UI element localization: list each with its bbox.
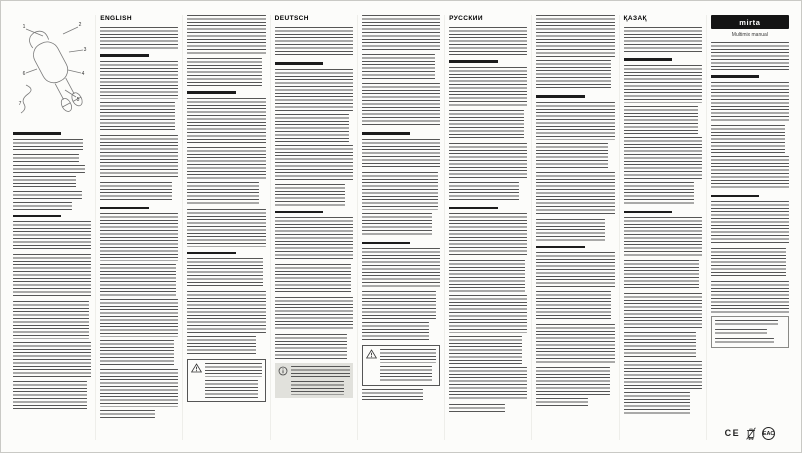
subheading-bar — [275, 211, 323, 214]
text-block — [13, 221, 91, 251]
text-block — [449, 143, 527, 179]
text-block — [624, 392, 690, 416]
section-header-english: ENGLISH — [100, 15, 132, 22]
text-block — [275, 69, 353, 111]
brand-logo: mirta — [711, 15, 789, 29]
callout-4: 4 — [81, 71, 85, 77]
text-block — [449, 110, 524, 140]
text-block — [13, 139, 83, 151]
subheading-bar — [13, 215, 61, 218]
subheading-bar — [711, 195, 759, 198]
text-block — [362, 172, 438, 210]
text-block — [187, 336, 256, 356]
text-block — [449, 295, 527, 333]
text-block — [536, 252, 614, 288]
text-block — [449, 27, 527, 55]
text-block — [715, 338, 774, 344]
subheading-bar — [13, 132, 61, 135]
column-english-2 — [182, 15, 269, 440]
subheading-bar — [100, 54, 148, 57]
text-block — [449, 260, 525, 292]
subheading-bar — [624, 58, 672, 61]
text-block — [536, 367, 610, 395]
column-russian-2 — [531, 15, 618, 440]
text-block — [536, 291, 611, 321]
info-icon — [278, 366, 288, 376]
text-block — [187, 15, 265, 55]
callout-5: 5 — [76, 97, 80, 103]
section-header-russian: РУССКИЙ — [449, 15, 483, 22]
text-block — [187, 258, 262, 288]
text-block — [13, 342, 91, 378]
subheading-bar — [536, 246, 584, 249]
section-header-deutsch: DEUTSCH — [274, 15, 309, 22]
text-block — [291, 381, 344, 395]
text-block — [715, 320, 778, 326]
text-block — [536, 324, 614, 364]
text-block — [362, 291, 436, 319]
text-block — [624, 65, 702, 103]
callout-1: 1 — [22, 24, 26, 30]
text-block — [275, 114, 349, 142]
text-block — [380, 349, 436, 363]
text-block — [100, 264, 176, 296]
text-block — [624, 182, 694, 206]
text-block — [13, 301, 89, 339]
text-block — [536, 15, 614, 57]
text-block — [187, 209, 265, 247]
text-block — [711, 156, 789, 190]
text-block — [275, 334, 348, 360]
text-block — [100, 410, 155, 418]
text-block — [13, 191, 82, 199]
text-block — [187, 58, 261, 86]
subheading-bar — [449, 207, 497, 210]
text-block — [362, 389, 423, 401]
text-block — [711, 201, 789, 245]
technical-data-box — [711, 316, 789, 348]
text-block — [100, 61, 178, 99]
note-text — [291, 366, 350, 395]
warning-note-box — [362, 345, 440, 386]
subheading-bar — [624, 211, 672, 214]
callout-7: 7 — [18, 101, 22, 107]
text-block — [362, 248, 440, 288]
text-block — [362, 139, 440, 169]
warning-icon — [191, 363, 202, 373]
text-block — [624, 106, 698, 134]
text-block — [624, 293, 702, 329]
text-block — [711, 82, 789, 122]
text-block — [449, 404, 505, 414]
text-block — [291, 366, 350, 378]
text-block — [100, 369, 178, 407]
text-block — [536, 60, 610, 90]
text-block — [100, 340, 174, 366]
column-russian-1 — [444, 15, 531, 440]
text-block — [624, 260, 699, 290]
text-block — [13, 254, 91, 298]
text-block — [13, 176, 76, 188]
certification-marks — [711, 425, 789, 440]
subheading-bar — [362, 242, 410, 245]
text-block — [275, 184, 345, 206]
text-block — [100, 135, 178, 179]
callout-2: 2 — [78, 22, 82, 28]
info-note-box — [275, 363, 353, 398]
text-block — [13, 202, 72, 210]
text-block — [449, 67, 527, 107]
text-block — [100, 299, 178, 337]
text-block — [100, 27, 178, 49]
warning-note-box — [187, 359, 265, 402]
text-block — [13, 154, 79, 162]
note-text — [380, 349, 436, 382]
text-block — [536, 398, 588, 408]
text-block — [13, 381, 87, 411]
column-kazakh-1 — [619, 15, 706, 440]
text-block — [362, 213, 432, 237]
text-block — [624, 27, 702, 53]
text-block — [362, 54, 436, 80]
text-block — [275, 264, 351, 294]
column-layout — [1, 1, 801, 452]
column-english-1 — [95, 15, 182, 440]
text-block — [624, 361, 702, 389]
text-block — [536, 219, 605, 241]
text-block — [362, 15, 440, 51]
text-block — [711, 248, 786, 278]
text-block — [380, 366, 432, 382]
subheading-bar — [187, 252, 235, 255]
column-kazakh-2 — [706, 15, 793, 440]
text-block — [205, 363, 261, 377]
text-block — [715, 329, 767, 335]
eac-mark: EAC — [762, 427, 775, 440]
text-block — [624, 217, 702, 257]
text-block — [362, 322, 429, 342]
column-german-2 — [357, 15, 444, 440]
callout-6: 6 — [22, 71, 26, 77]
text-block — [187, 98, 265, 144]
text-block — [536, 172, 614, 216]
text-block — [449, 213, 527, 257]
text-block — [449, 336, 522, 364]
subheading-bar — [362, 132, 410, 135]
text-block — [100, 213, 178, 261]
callout-3: 3 — [83, 47, 87, 53]
subheading-bar — [100, 207, 148, 210]
column-german-1 — [270, 15, 357, 440]
subheading-bar — [187, 91, 235, 94]
text-block — [275, 145, 353, 181]
ce-mark: CE — [724, 428, 741, 438]
note-text — [205, 363, 261, 398]
text-block — [187, 291, 265, 333]
text-block — [711, 42, 789, 70]
text-block — [187, 147, 265, 179]
text-block — [536, 143, 608, 169]
text-block — [205, 380, 257, 398]
text-block — [449, 182, 519, 202]
subheading-bar — [536, 95, 584, 98]
subheading-bar — [449, 60, 497, 63]
text-block — [624, 137, 702, 179]
subheading-bar — [275, 62, 323, 65]
section-header-kazakh: ҚАЗАҚ — [623, 15, 647, 22]
text-block — [187, 182, 259, 206]
text-block — [711, 125, 785, 153]
text-block — [100, 182, 172, 202]
text-block — [711, 281, 789, 313]
text-block — [536, 102, 614, 140]
text-block — [624, 332, 697, 358]
text-block — [275, 27, 353, 57]
text-block — [275, 217, 353, 261]
text-block — [449, 367, 527, 401]
subheading-bar — [711, 75, 759, 78]
product-illustration — [13, 15, 91, 125]
text-block — [362, 83, 440, 127]
weee-bin-icon — [746, 427, 756, 440]
product-title: Multimix manual — [731, 32, 768, 38]
column-parts-list — [9, 15, 95, 440]
text-block — [275, 297, 353, 331]
text-block — [13, 165, 85, 173]
warning-icon — [366, 349, 377, 359]
text-block — [100, 102, 175, 132]
